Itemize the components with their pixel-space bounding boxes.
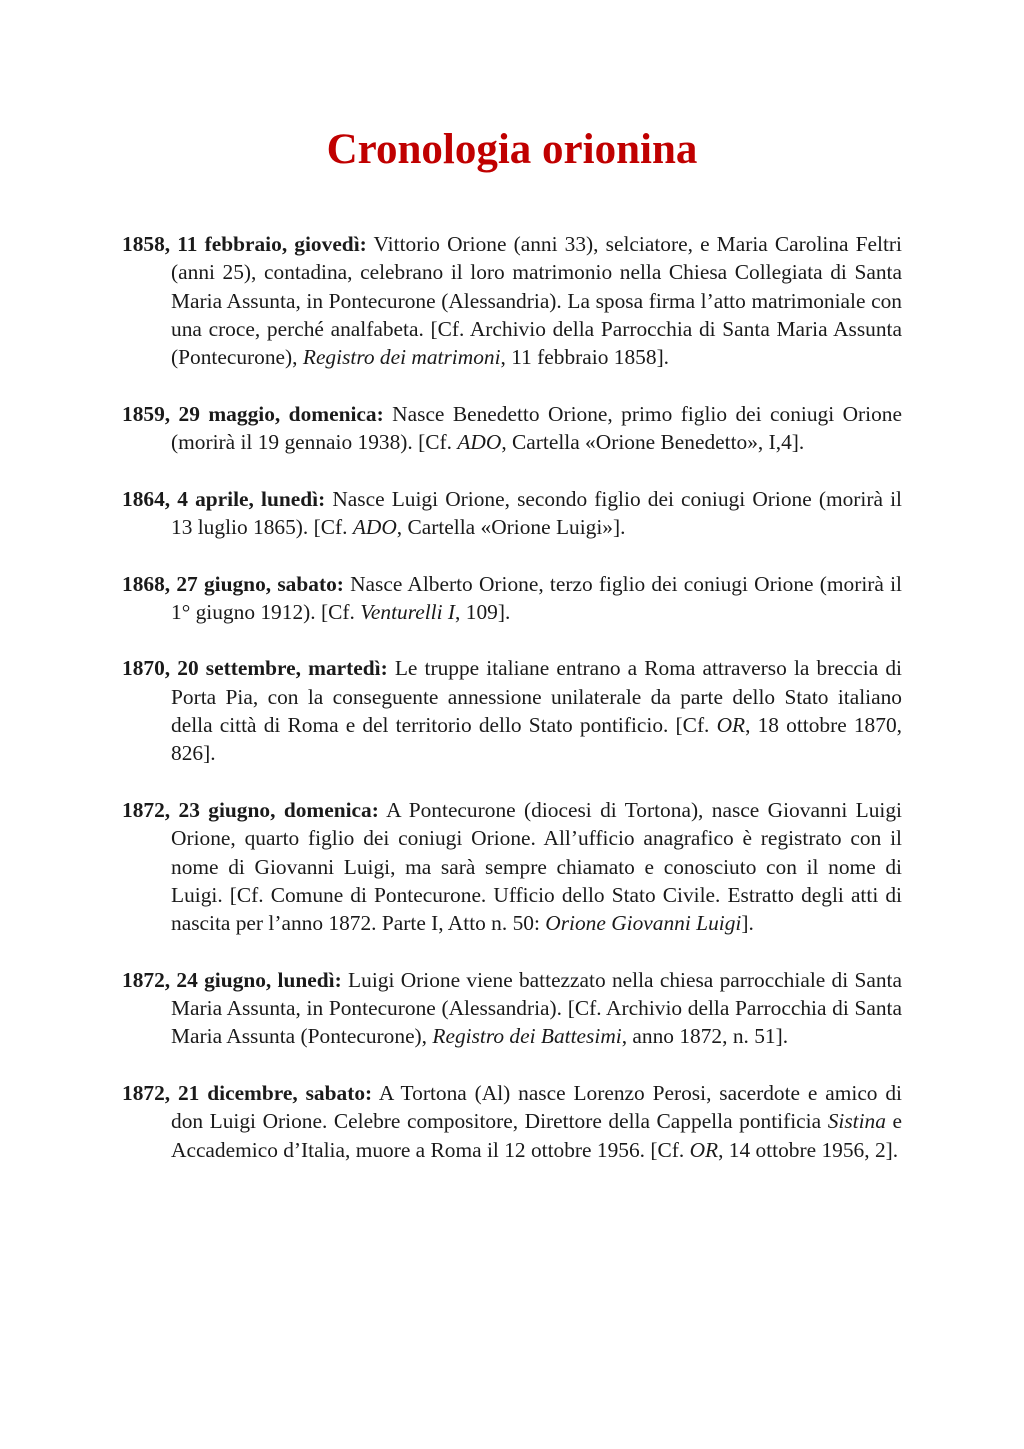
entry-text: , Cartella «Orione Luigi»].: [396, 514, 626, 539]
entry-text: Le truppe italiane entrano a Roma attraverso la breccia di Porta Pia, con la conseguente annessione unilaterale da parte dello Stato italiano della città di Roma e del territorio dello Stato pontificio. [Cf.: [171, 656, 903, 738]
entry-text: Nasce Luigi Orione, secondo figlio dei coniugi Orione (morirà il 13 luglio 1865). [Cf.: [171, 486, 902, 539]
chronology-entry: [122, 230, 902, 371]
entry-text: , Cartella «Orione Benedetto», I,4].: [501, 430, 805, 455]
entry-citation-italic: Registro dei matrimoni: [302, 345, 501, 370]
entry-date: 1872, 23 giugno, domenica:: [122, 797, 379, 822]
entry-text: A Pontecurone (diocesi di Tortona), nasce Giovanni Luigi Orione, quarto figlio dei coniugi Orione. All’ufficio anagrafico è registrato con il nome di Giovanni Luigi, ma sarà sempre chiamato e conosciuto con il nome di Luigi. [Cf. Comune di Pontecurone. Ufficio dello Stato Civile. Estratto degli atti di nascita per l’anno 1872. Parte I, Atto n. 50:: [171, 797, 902, 936]
entry-date: 1859, 29 maggio, domenica:: [122, 401, 384, 426]
entry-text: Vittorio Orione (anni 33), selciatore, e Maria Carolina Feltri (anni 25), contadina, celebrano il loro matrimonio nella Chiesa Collegiata di Santa Maria Assunta, in Pontecurone (Alessandria). La sposa firma l’atto matrimoniale con una croce, perché analfabeta. [Cf. Archivio della Parrocchia di Santa Maria Assunta (Pontecurone),: [171, 232, 902, 370]
chronology-entry: [122, 1079, 902, 1164]
chronology-entry: [122, 654, 902, 767]
page-title: Cronologia orionina: [326, 126, 698, 173]
entry-citation-italic: OR: [689, 1137, 719, 1162]
chronology-entry: [122, 570, 902, 627]
entry-text: Luigi Orione viene battezzato nella chiesa parrocchiale di Santa Maria Assunta, in Pontecurone (Alessandria). [Cf. Archivio della Parrocchia di Santa Maria Assunta (Pontecurone),: [171, 967, 902, 1049]
entry-date: 1858, 11 febbraio, giovedì:: [122, 232, 367, 256]
entry-text: ].: [741, 911, 754, 936]
entry-date: 1872, 21 dicembre, sabato:: [122, 1080, 373, 1105]
chronology-list: [122, 230, 902, 1192]
entry-citation-italic: Venturelli I: [360, 599, 456, 624]
chronology-entry: [122, 796, 902, 937]
entry-date: 1870, 20 settembre, martedì:: [122, 656, 388, 681]
entry-citation-italic: OR: [716, 713, 746, 738]
entry-text: , anno 1872, n. 51].: [621, 1024, 789, 1049]
entry-citation-italic: Orione Giovanni Luigi: [545, 911, 742, 936]
entry-date: 1868, 27 giugno, sabato:: [122, 571, 344, 596]
entry-text: A Tortona (Al) nasce Lorenzo Perosi, sacerdote e amico di don Luigi Orione. Celebre compositore, Direttore della Cappella pontificia: [171, 1080, 903, 1134]
entry-text: e Accademico d’Italia, muore a Roma il 12 ottobre 1956. [Cf.: [171, 1109, 903, 1162]
chronology-entry: [122, 966, 902, 1051]
entry-text: , 109].: [455, 599, 511, 624]
chronology-entry: [122, 400, 902, 457]
entry-text: Nasce Benedetto Orione, primo figlio dei coniugi Orione (morirà il 19 gennaio 1938). [Cf.: [171, 401, 902, 455]
entry-citation-italic: Registro dei Battesimi: [432, 1024, 622, 1049]
entry-text: , 18 ottobre 1870, 826].: [171, 713, 902, 766]
entry-date: 1872, 24 giugno, lunedì:: [122, 967, 342, 992]
entry-citation-italic: Sistina: [827, 1109, 886, 1134]
entry-text: , 14 ottobre 1956, 2].: [718, 1137, 899, 1162]
entry-text: , 11 febbraio 1858].: [500, 345, 670, 370]
entry-citation-italic: ADO: [352, 514, 397, 539]
entry-text: Nasce Alberto Orione, terzo figlio dei coniugi Orione (morirà il 1° giugno 1912). [Cf.: [171, 571, 902, 624]
entry-citation-italic: ADO: [457, 430, 502, 455]
entry-date: 1864, 4 aprile, lunedì:: [122, 486, 326, 511]
chronology-entry: [122, 485, 902, 542]
